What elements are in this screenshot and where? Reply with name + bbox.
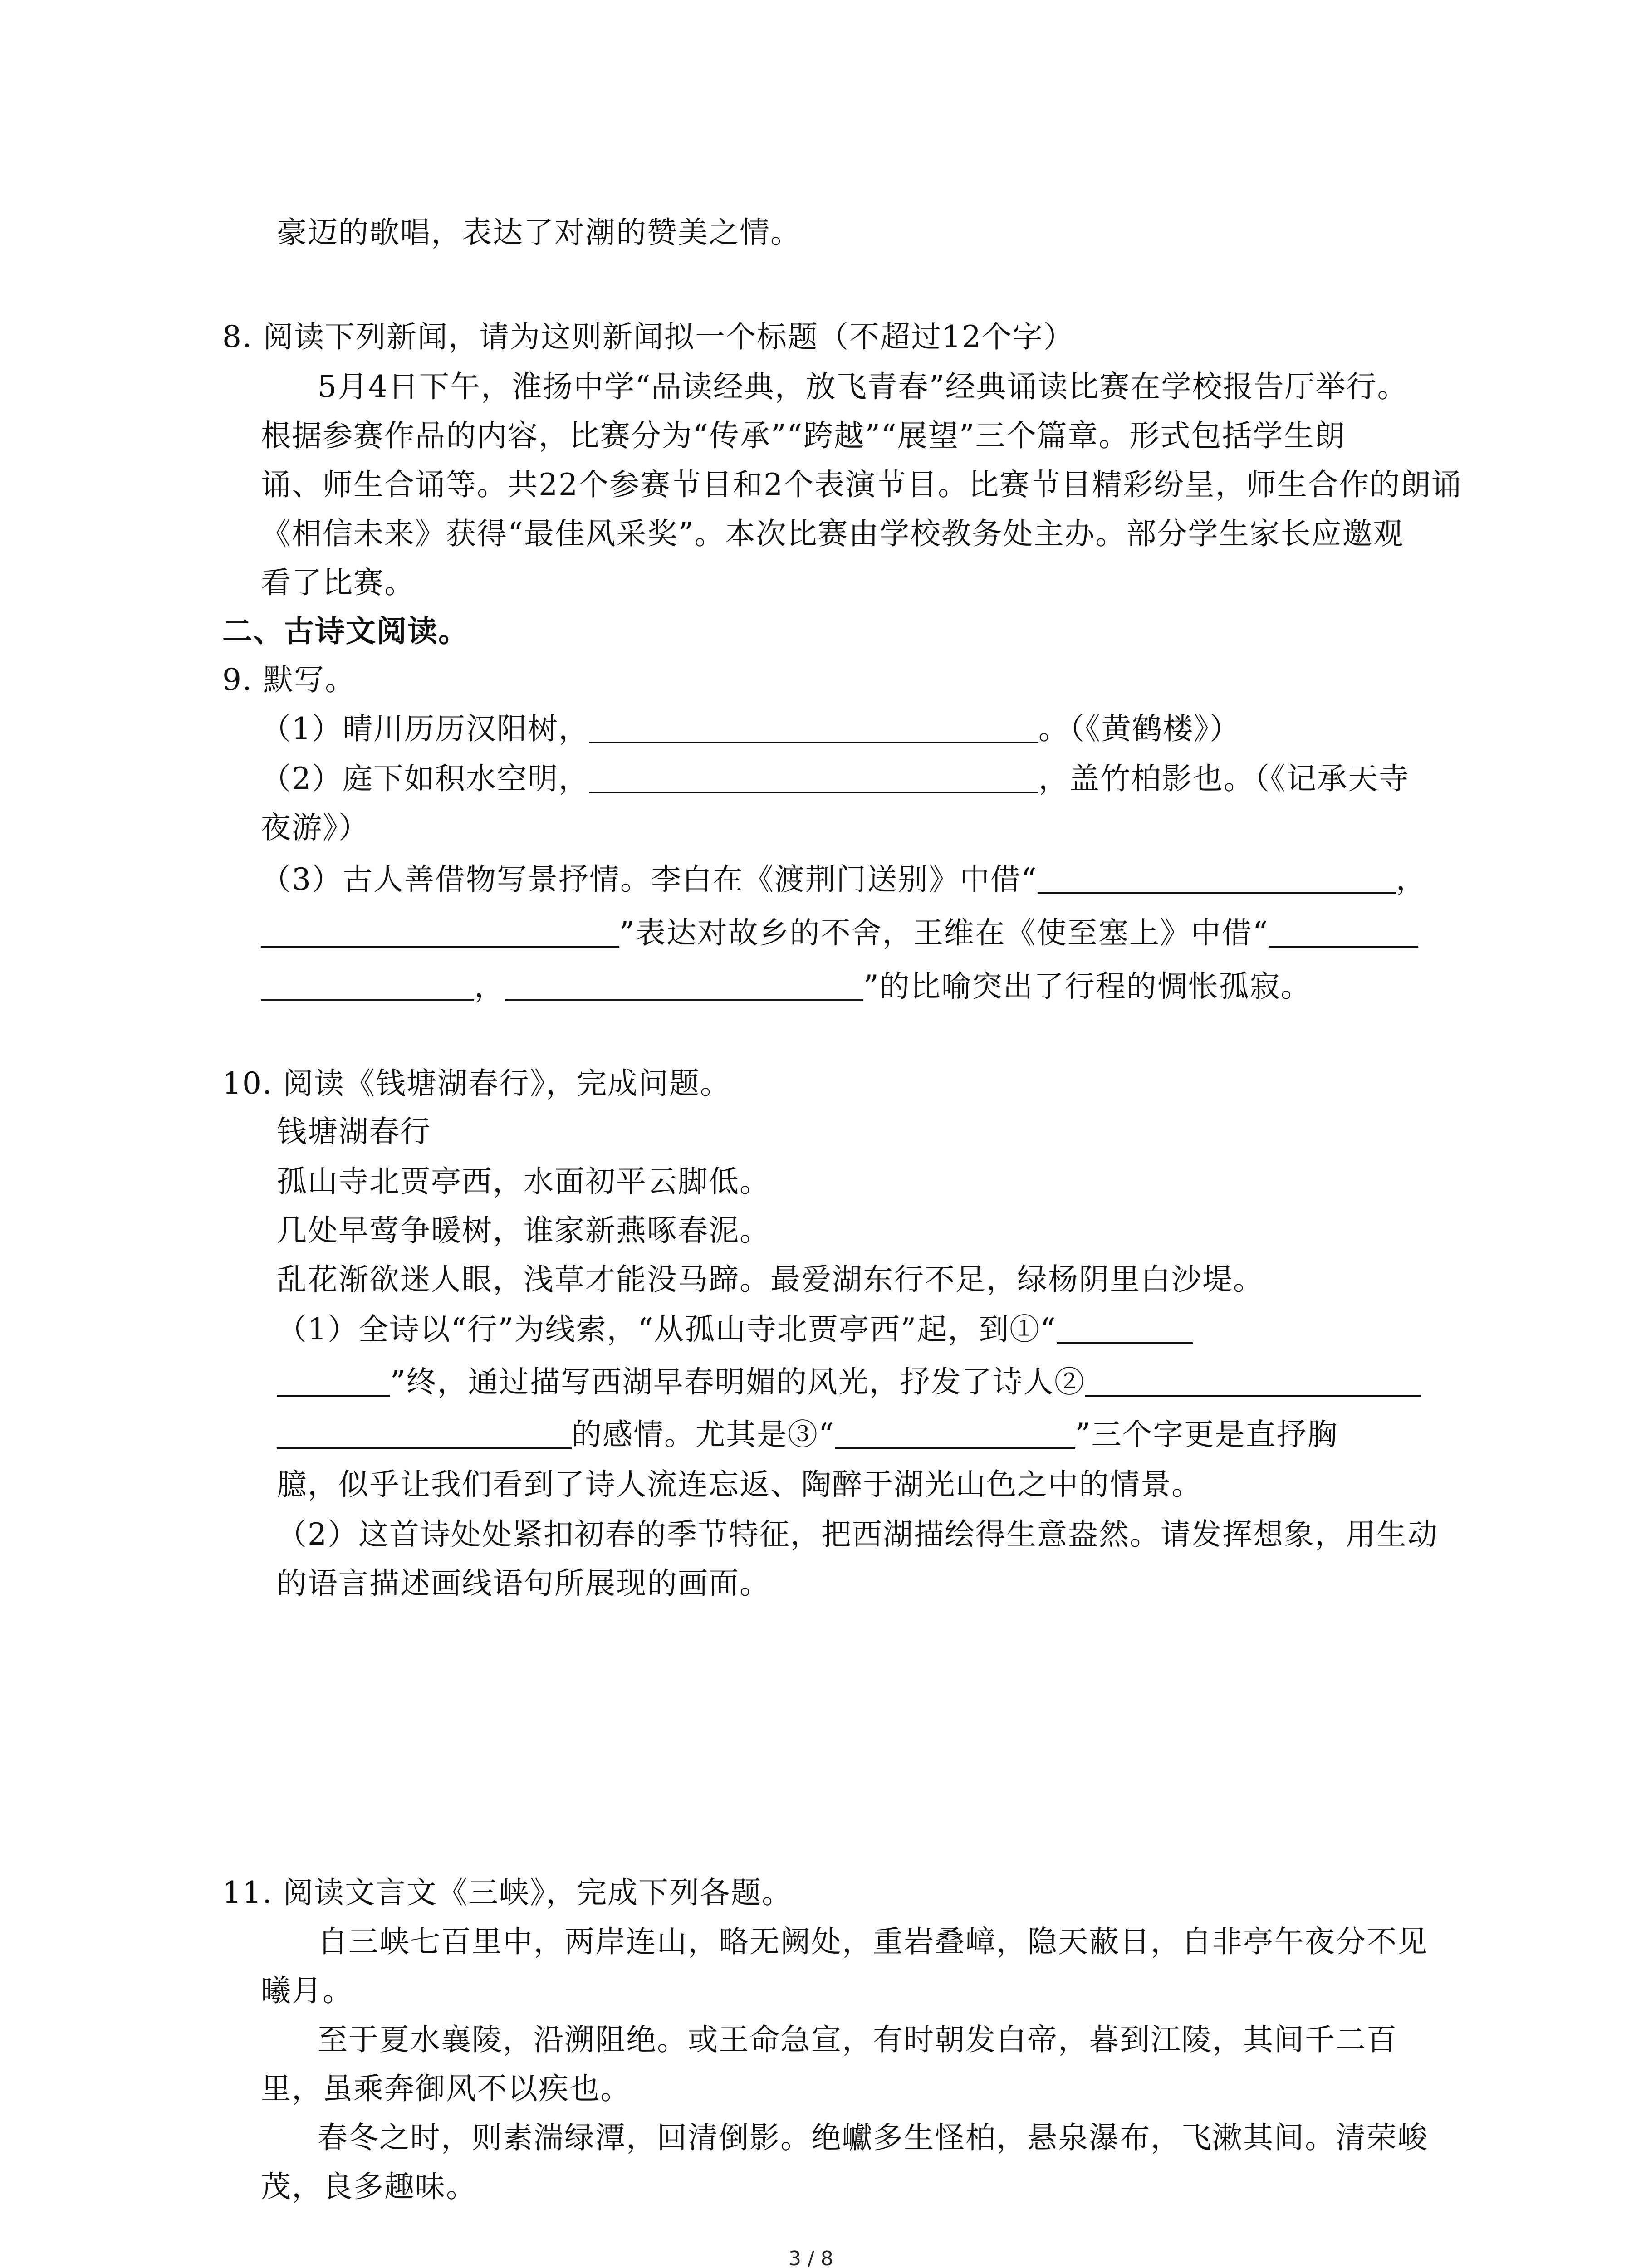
q9-item-3-comma2: ，	[474, 969, 505, 1004]
q8-line: 5月4日下午，淮扬中学“品读经典，放飞青春”经典诵读比赛在学校报告厅举行。	[318, 369, 1408, 404]
section-heading: 二、古诗文阅读。	[222, 613, 469, 649]
q11-line: 自三峡七百里中，两岸连山，略无阙处，重岩叠嶂，隐天蔽日，自非亭午夜分不见	[318, 1924, 1428, 1959]
answer-blank[interactable]	[589, 714, 1038, 743]
q9-item-3-line2	[261, 915, 1418, 950]
q9-item-3-comma: ，	[1396, 862, 1427, 897]
q11-prompt: 11. 阅读文言文《三峡》，完成下列各题。	[222, 1875, 793, 1910]
q10-sub1-line3	[277, 1417, 1338, 1452]
q11-line: 春冬之时，则素湍绿潭，回清倒影。绝巘多生怪柏，悬泉瀑布，飞漱其间。清荣峻	[318, 2120, 1428, 2155]
q10-sub1-text: （1）全诗以“行”为线索，“从孤山寺北贾亭西”起，到①“	[277, 1312, 1057, 1347]
poem-line: 孤山寺北贾亭西，水面初平云脚低。	[277, 1164, 770, 1199]
q9-item-1	[261, 711, 1240, 746]
answer-blank[interactable]	[1038, 865, 1396, 894]
answer-blank[interactable]	[589, 764, 1038, 793]
q9-item-3-line3	[261, 969, 1312, 1004]
answer-blank[interactable]	[505, 972, 863, 1001]
q10-sub1-line2	[277, 1364, 1421, 1399]
carryover-text: 豪迈的歌唱，表达了对潮的赞美之情。	[277, 215, 801, 250]
answer-blank[interactable]	[261, 919, 619, 948]
q10-sub1-line4: 臆，似乎让我们看到了诗人流连忘返、陶醉于湖光山色之中的情景。	[277, 1467, 1202, 1502]
q9-item-1-text: （1）晴川历历汉阳树，	[261, 711, 589, 746]
q9-item-3-text3: ”的比喻突出了行程的惆怅孤寂。	[863, 969, 1312, 1004]
q8-prompt: 8. 阅读下列新闻，请为这则新闻拟一个标题（不超过12个字）	[222, 319, 1074, 354]
q9-item-3-text: （3）古人善借物写景抒情。李白在《渡荆门送别》中借“	[261, 862, 1038, 897]
q11-line: 茂，良多趣味。	[261, 2169, 477, 2204]
answer-blank[interactable]	[277, 1420, 572, 1449]
q10-sub1-text4: ”三个字更是直抒胸	[1075, 1417, 1338, 1452]
poem-line: 乱花渐欲迷人眼，浅草才能没马蹄。最爱湖东行不足，绿杨阴里白沙堤。	[277, 1262, 1264, 1297]
q10-sub1-line1	[277, 1312, 1193, 1347]
q9-item-1-source: 。（《黄鹤楼》）	[1038, 711, 1240, 746]
answer-blank[interactable]	[1057, 1315, 1193, 1344]
q10-prompt: 10. 阅读《钱塘湖春行》，完成问题。	[222, 1066, 731, 1101]
q8-line: 看了比赛。	[261, 565, 415, 600]
poem-title: 钱塘湖春行	[277, 1114, 431, 1149]
q10-sub1-text2: ”终，通过描写西湖早春明媚的风光，抒发了诗人②	[390, 1364, 1085, 1399]
q10-sub2-line2: 的语言描述画线语句所展现的画面。	[277, 1566, 770, 1601]
q9-item-2-text: （2）庭下如积水空明，	[261, 761, 589, 796]
q9-prompt: 9. 默写。	[222, 662, 356, 697]
q8-line: 《相信未来》获得“最佳风采奖”。本次比赛由学校教务处主办。部分学生家长应邀观	[261, 516, 1404, 551]
q9-item-3-text2: ”表达对故乡的不舍，王维在《使至塞上》中借“	[619, 915, 1269, 950]
q11-line: 至于夏水襄陵，沿溯阻绝。或王命急宣，有时朝发白帝，暮到江陵，其间千二百	[318, 2022, 1397, 2057]
q9-item-3-line1	[261, 862, 1427, 897]
q11-line: 里，虽乘奔御风不以疾也。	[261, 2071, 631, 2106]
answer-blank[interactable]	[277, 1368, 390, 1397]
q9-item-2	[261, 761, 1410, 796]
answer-blank[interactable]	[835, 1420, 1075, 1449]
page-number: 3 / 8	[789, 2247, 833, 2268]
poem-line: 几处早莺争暖树，谁家新燕啄春泥。	[277, 1213, 770, 1248]
q10-sub2-line1: （2）这首诗处处紧扣初春的季节特征，把西湖描绘得生意盎然。请发挥想象，用生动	[277, 1517, 1438, 1552]
q8-line: 诵、师生合诵等。共22个参赛节目和2个表演节目。比赛节目精彩纷呈，师生合作的朗诵	[261, 467, 1462, 502]
q10-sub1-text3: 的感情。尤其是③“	[572, 1417, 835, 1452]
answer-blank[interactable]	[261, 972, 474, 1001]
q11-line: 曦月。	[261, 1973, 353, 2008]
q9-item-2-rest: ，盖竹柏影也。（《记承天寺	[1038, 761, 1410, 796]
q9-item-2-cont: 夜游》）	[261, 810, 369, 845]
answer-blank[interactable]	[1085, 1368, 1421, 1397]
q8-line: 根据参赛作品的内容，比赛分为“传承”“跨越”“展望”三个篇章。形式包括学生朗	[261, 418, 1346, 453]
answer-blank[interactable]	[1269, 919, 1418, 948]
